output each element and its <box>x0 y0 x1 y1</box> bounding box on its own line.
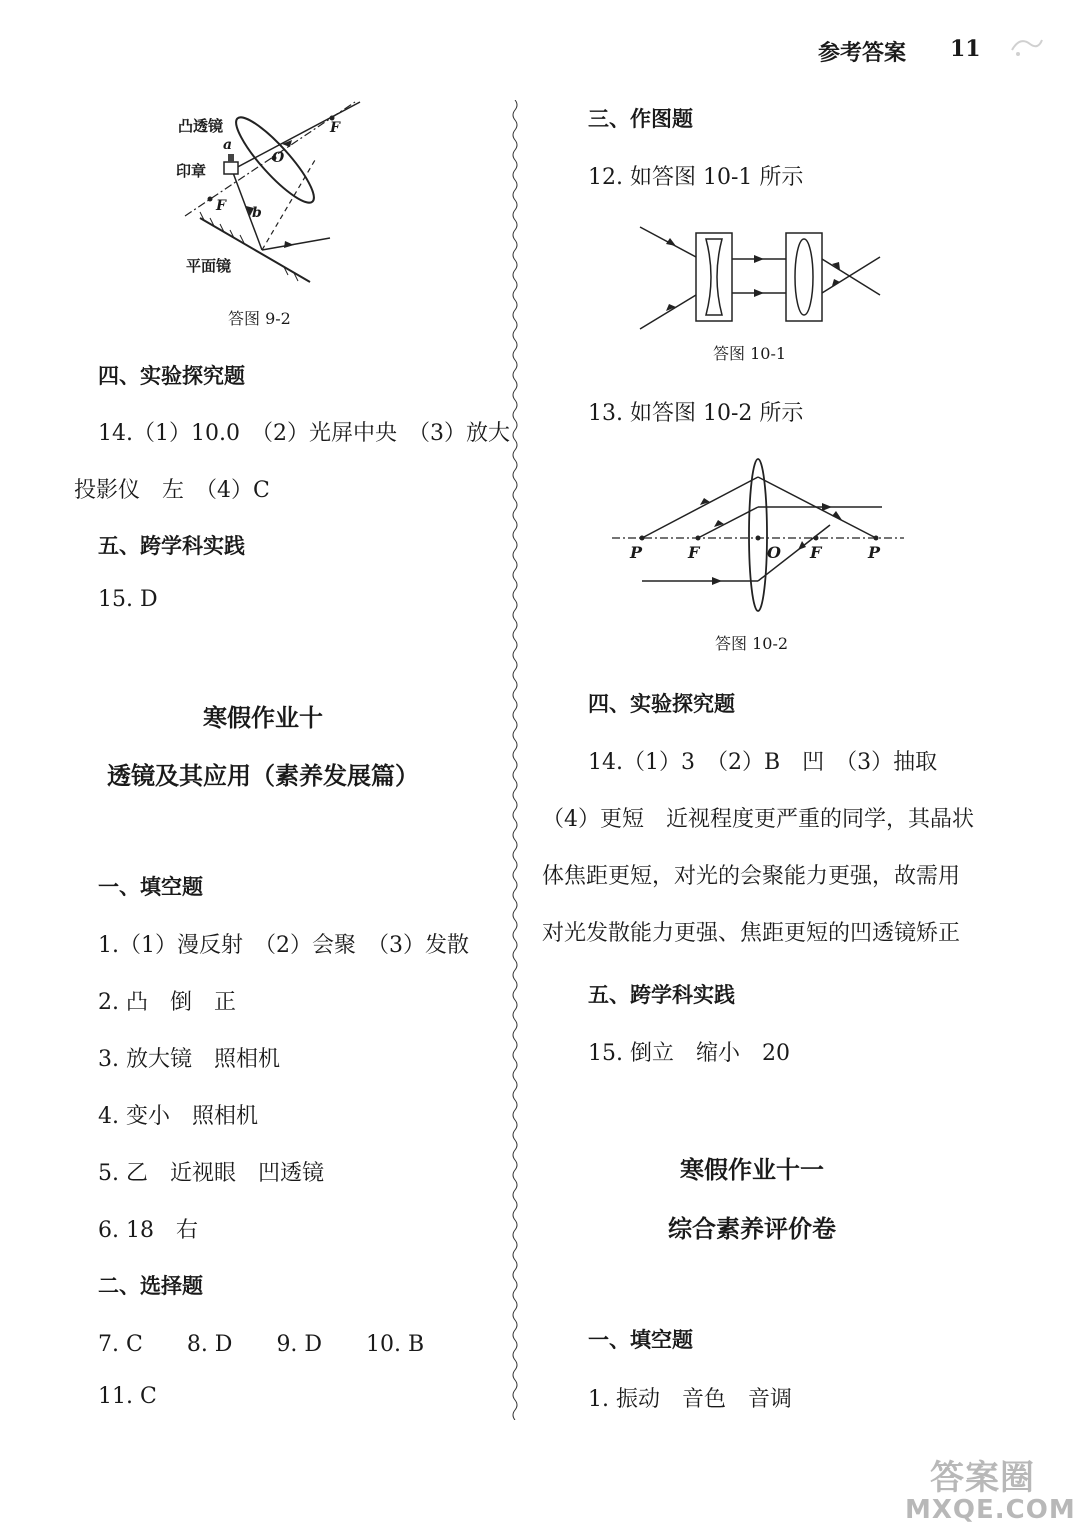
label-p-right: P <box>868 543 881 562</box>
left-section4-title: 四、实验探究题 <box>98 364 245 388</box>
right-section5-title: 五、跨学科实践 <box>588 983 735 1007</box>
left-q14-line1: 14.（1）10.0 （2）光屏中央 （3）放大 <box>98 421 510 446</box>
left-section1-title: 一、填空题 <box>98 875 203 899</box>
left-section2-title: 二、选择题 <box>98 1274 203 1298</box>
label-o: O <box>272 150 285 166</box>
right-q14-line4: 对光发散能力更强、焦距更短的凹透镜矫正 <box>542 921 961 946</box>
label-f-left: F <box>688 543 700 562</box>
hw11-title: 寒假作业十一 <box>680 1156 824 1184</box>
wavy-divider-line <box>513 100 517 1420</box>
left-q1: 1.（1）漫反射 （2）会聚 （3）发散 <box>98 933 469 958</box>
left-q5: 5. 乙 近视眼 凹透镜 <box>98 1161 324 1186</box>
label-convex-lens: 凸透镜 <box>178 117 224 135</box>
left-q6: 6. 18 右 <box>98 1218 198 1243</box>
hw10-subtitle: 透镜及其应用（素养发展篇） <box>107 762 419 790</box>
figure-10-1 <box>636 225 886 335</box>
left-q7-10: 7. C 8. D 9. D 10. B <box>98 1332 425 1357</box>
column-divider <box>508 100 522 1420</box>
right-q12: 12. 如答图 10-1 所示 <box>588 165 804 190</box>
left-q15: 15. D <box>98 587 158 612</box>
hw10-title: 寒假作业十 <box>203 704 323 732</box>
hw11-subtitle: 综合素养评价卷 <box>668 1215 836 1243</box>
header-ornament-icon <box>1008 32 1044 62</box>
right-q13: 13. 如答图 10-2 所示 <box>588 401 804 426</box>
header-title: 参考答案 <box>818 41 907 66</box>
page-number: 11 <box>950 36 981 62</box>
right-q1: 1. 振动 音色 音调 <box>588 1387 792 1412</box>
right-q14-line3: 体焦距更短，对光的会聚能力更强，故需用 <box>542 864 961 889</box>
label-f-lower: F <box>216 198 226 214</box>
left-q11: 11. C <box>98 1384 157 1409</box>
label-b: b <box>252 205 262 221</box>
left-q4: 4. 变小 照相机 <box>98 1104 258 1129</box>
figure-10-1-caption: 答图 10-1 <box>713 344 787 363</box>
label-o-center: O <box>767 543 781 562</box>
label-seal: 印章 <box>176 162 207 180</box>
right-q14-line2: （4）更短 近视程度更严重的同学，其晶状 <box>542 807 974 832</box>
figure-10-2-caption: 答图 10-2 <box>715 634 789 653</box>
watermark-url: MXQE.COM <box>905 1495 1076 1525</box>
label-plane-mirror: 平面镜 <box>186 257 232 275</box>
left-q2: 2. 凸 倒 正 <box>98 990 236 1015</box>
label-p-left: P <box>630 543 643 562</box>
figure-9-2-caption: 答图 9-2 <box>228 309 291 328</box>
left-q14-line2: 投影仪 左 （4）C <box>74 478 270 503</box>
label-a: a <box>223 137 233 153</box>
right-section3-title: 三、作图题 <box>588 107 693 131</box>
label-f-upper: F <box>330 120 340 136</box>
right-q15: 15. 倒立 缩小 20 <box>588 1041 790 1066</box>
right-section4-title: 四、实验探究题 <box>588 692 735 716</box>
left-section5-title: 五、跨学科实践 <box>98 534 245 558</box>
right-section1-title: 一、填空题 <box>588 1328 693 1352</box>
figure-10-2 <box>610 455 910 615</box>
right-q14-line1: 14.（1）3 （2）B 凹 （3）抽取 <box>588 750 938 775</box>
label-f-right: F <box>810 543 822 562</box>
watermark-logo: 答案圈 <box>930 1458 1035 1498</box>
left-q3: 3. 放大镜 照相机 <box>98 1047 280 1072</box>
